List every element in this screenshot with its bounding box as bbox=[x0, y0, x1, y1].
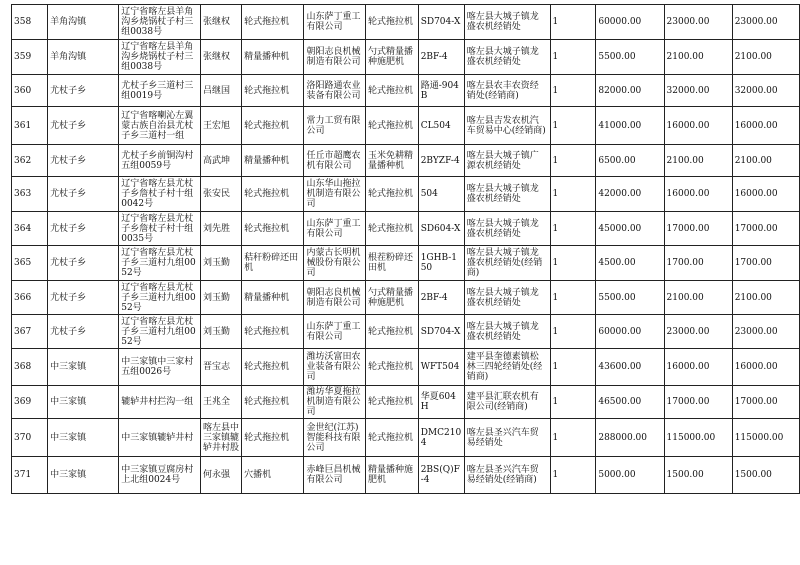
cell-subsidy-total: 17000.00 bbox=[732, 212, 799, 246]
cell-product-name: 勺式精量播种施肥机 bbox=[365, 281, 418, 315]
cell-subsidy-total: 2100.00 bbox=[732, 145, 799, 177]
cell-dealer: 喀左县大城子镇龙盛农机经销处 bbox=[464, 40, 550, 75]
cell-manufacturer: 朝阳志良机械制造有限公司 bbox=[304, 40, 366, 75]
cell-dealer: 喀左县大城子镇龙盛农机经销处 bbox=[464, 177, 550, 212]
subsidy-table-page bbox=[11, 4, 800, 494]
cell-sale-price: 82000.00 bbox=[596, 75, 664, 107]
table-row bbox=[12, 349, 800, 386]
table-row bbox=[12, 281, 800, 315]
cell-product-name: 轮式拖拉机 bbox=[365, 5, 418, 40]
cell-township: 尤杖子乡 bbox=[48, 246, 119, 281]
cell-row-number: 370 bbox=[12, 419, 48, 457]
cell-product-name: 轮式拖拉机 bbox=[365, 177, 418, 212]
cell-address: 辽宁省喀左县羊角沟乡烧锅杖子村三组0038号 bbox=[119, 40, 201, 75]
cell-sale-price: 5000.00 bbox=[596, 457, 664, 494]
cell-subsidy-total: 23000.00 bbox=[732, 315, 799, 349]
cell-address: 辽宁省喀左县尤杖子乡詹杖子村十组0042号 bbox=[119, 177, 201, 212]
cell-quantity: 1 bbox=[550, 457, 596, 494]
cell-address: 辘轳井村拦沟一组 bbox=[119, 386, 201, 419]
table-row bbox=[12, 107, 800, 145]
cell-subsidy-total: 1700.00 bbox=[732, 246, 799, 281]
cell-dealer: 喀左县圣兴汽车贸易经销处(经销商) bbox=[464, 457, 550, 494]
cell-row-number: 365 bbox=[12, 246, 48, 281]
cell-row-number: 366 bbox=[12, 281, 48, 315]
cell-manufacturer: 山东华山拖拉机制造有限公司 bbox=[304, 177, 366, 212]
cell-address: 辽宁省喀喇沁左翼蒙古族自治县尤杖子乡三道村一组 bbox=[119, 107, 201, 145]
cell-manufacturer: 洛阳路通农业装备有限公司 bbox=[304, 75, 366, 107]
cell-row-number: 358 bbox=[12, 5, 48, 40]
cell-row-number: 368 bbox=[12, 349, 48, 386]
cell-dealer: 喀左县大城子镇龙盛农机经销处 bbox=[464, 281, 550, 315]
cell-manufacturer: 赤峰巨昌机械有限公司 bbox=[304, 457, 366, 494]
cell-township: 尤杖子乡 bbox=[48, 315, 119, 349]
cell-quantity: 1 bbox=[550, 246, 596, 281]
cell-sale-price: 45000.00 bbox=[596, 212, 664, 246]
cell-dealer: 喀左县吉发农机汽车贸易中心(经销商) bbox=[464, 107, 550, 145]
cell-manufacturer: 任丘市超鹰农机有限公司 bbox=[304, 145, 366, 177]
cell-model-number: DMC2104 bbox=[418, 419, 464, 457]
cell-dealer: 喀左县大城子镇广源农机经销处 bbox=[464, 145, 550, 177]
cell-manufacturer: 山东萨丁重工有限公司 bbox=[304, 5, 366, 40]
cell-dealer: 喀左县大城子镇龙盛农机经销处(经销商) bbox=[464, 246, 550, 281]
cell-subsidy-total: 16000.00 bbox=[732, 107, 799, 145]
cell-product-name: 轮式拖拉机 bbox=[365, 212, 418, 246]
cell-quantity: 1 bbox=[550, 349, 596, 386]
cell-township: 尤杖子乡 bbox=[48, 212, 119, 246]
cell-owner-name: 张继权 bbox=[200, 40, 241, 75]
cell-sale-price: 288000.00 bbox=[596, 419, 664, 457]
cell-township: 中三家镇 bbox=[48, 349, 119, 386]
cell-address: 辽宁省喀左县尤杖子乡詹杖子村十组0035号 bbox=[119, 212, 201, 246]
cell-owner-name: 张继权 bbox=[200, 5, 241, 40]
table-row bbox=[12, 177, 800, 212]
cell-township: 尤杖子乡 bbox=[48, 107, 119, 145]
cell-subsidy-amount: 1700.00 bbox=[664, 246, 732, 281]
cell-subsidy-amount: 2100.00 bbox=[664, 145, 732, 177]
cell-model-number: 2BYZF-4 bbox=[418, 145, 464, 177]
cell-model-number: 路通-904B bbox=[418, 75, 464, 107]
cell-sale-price: 5500.00 bbox=[596, 40, 664, 75]
cell-subsidy-total: 2100.00 bbox=[732, 40, 799, 75]
table-row bbox=[12, 246, 800, 281]
cell-quantity: 1 bbox=[550, 40, 596, 75]
table-row bbox=[12, 5, 800, 40]
subsidy-table bbox=[11, 4, 800, 494]
cell-dealer: 喀左县大城子镇龙盛农机经销处 bbox=[464, 212, 550, 246]
cell-row-number: 367 bbox=[12, 315, 48, 349]
cell-address: 中三家镇豆腐房村上北组0024号 bbox=[119, 457, 201, 494]
cell-quantity: 1 bbox=[550, 315, 596, 349]
cell-owner-name: 晋宝志 bbox=[200, 349, 241, 386]
cell-machine-category: 精量播种机 bbox=[242, 281, 304, 315]
cell-product-name: 精量播种施肥机 bbox=[365, 457, 418, 494]
table-row bbox=[12, 315, 800, 349]
cell-machine-category: 轮式拖拉机 bbox=[242, 177, 304, 212]
cell-model-number: CL504 bbox=[418, 107, 464, 145]
cell-subsidy-amount: 2100.00 bbox=[664, 281, 732, 315]
cell-product-name: 玉米免耕精量播种机 bbox=[365, 145, 418, 177]
cell-address: 辽宁省喀左县尤杖子乡三道村九组0052号 bbox=[119, 246, 201, 281]
cell-address: 尤杖子乡前铜沟村五组0059号 bbox=[119, 145, 201, 177]
cell-manufacturer: 山东萨丁重工有限公司 bbox=[304, 315, 366, 349]
cell-model-number: 1GHB-150 bbox=[418, 246, 464, 281]
cell-township: 尤杖子乡 bbox=[48, 177, 119, 212]
cell-subsidy-amount: 2100.00 bbox=[664, 40, 732, 75]
cell-dealer: 喀左县大城子镇龙盛农机经销处 bbox=[464, 5, 550, 40]
cell-subsidy-total: 23000.00 bbox=[732, 5, 799, 40]
cell-row-number: 359 bbox=[12, 40, 48, 75]
cell-subsidy-amount: 23000.00 bbox=[664, 5, 732, 40]
cell-row-number: 361 bbox=[12, 107, 48, 145]
cell-model-number: 2BF-4 bbox=[418, 40, 464, 75]
table-row bbox=[12, 457, 800, 494]
cell-subsidy-total: 17000.00 bbox=[732, 386, 799, 419]
table-row bbox=[12, 419, 800, 457]
cell-subsidy-amount: 17000.00 bbox=[664, 212, 732, 246]
cell-product-name: 轮式拖拉机 bbox=[365, 386, 418, 419]
cell-address: 中三家镇辘轳井村 bbox=[119, 419, 201, 457]
cell-sale-price: 42000.00 bbox=[596, 177, 664, 212]
table-row bbox=[12, 145, 800, 177]
cell-sale-price: 43600.00 bbox=[596, 349, 664, 386]
cell-model-number: SD604-X bbox=[418, 212, 464, 246]
cell-owner-name: 张安民 bbox=[200, 177, 241, 212]
cell-dealer: 喀左县大城子镇龙盛农机经销处 bbox=[464, 315, 550, 349]
cell-manufacturer: 山东萨丁重工有限公司 bbox=[304, 212, 366, 246]
cell-subsidy-amount: 16000.00 bbox=[664, 349, 732, 386]
cell-product-name: 勺式精量播种施肥机 bbox=[365, 40, 418, 75]
cell-manufacturer: 常力工贸有限公司 bbox=[304, 107, 366, 145]
cell-sale-price: 5500.00 bbox=[596, 281, 664, 315]
cell-quantity: 1 bbox=[550, 177, 596, 212]
cell-machine-category: 精量播种机 bbox=[242, 145, 304, 177]
cell-row-number: 364 bbox=[12, 212, 48, 246]
cell-owner-name: 吕继国 bbox=[200, 75, 241, 107]
cell-address: 辽宁省喀左县尤杖子乡三道村九组0052号 bbox=[119, 315, 201, 349]
cell-owner-name: 王宏旭 bbox=[200, 107, 241, 145]
cell-township: 中三家镇 bbox=[48, 386, 119, 419]
cell-quantity: 1 bbox=[550, 75, 596, 107]
cell-machine-category: 精量播种机 bbox=[242, 40, 304, 75]
cell-owner-name: 喀左县中三家镇辘轳井村股 bbox=[200, 419, 241, 457]
cell-subsidy-amount: 115000.00 bbox=[664, 419, 732, 457]
cell-machine-category: 轮式拖拉机 bbox=[242, 349, 304, 386]
cell-subsidy-total: 1500.00 bbox=[732, 457, 799, 494]
cell-quantity: 1 bbox=[550, 419, 596, 457]
cell-township: 中三家镇 bbox=[48, 457, 119, 494]
cell-product-name: 轮式拖拉机 bbox=[365, 107, 418, 145]
cell-quantity: 1 bbox=[550, 386, 596, 419]
cell-sale-price: 60000.00 bbox=[596, 315, 664, 349]
cell-model-number: WFT504 bbox=[418, 349, 464, 386]
cell-subsidy-amount: 23000.00 bbox=[664, 315, 732, 349]
cell-manufacturer: 潍坊华夏拖拉机制造有限公司 bbox=[304, 386, 366, 419]
cell-subsidy-total: 115000.00 bbox=[732, 419, 799, 457]
table-row bbox=[12, 75, 800, 107]
cell-quantity: 1 bbox=[550, 5, 596, 40]
cell-owner-name: 刘玉勤 bbox=[200, 246, 241, 281]
table-row bbox=[12, 386, 800, 419]
cell-address: 辽宁省喀左县羊角沟乡烧锅杖子村三组0038号 bbox=[119, 5, 201, 40]
cell-product-name: 根茬粉碎还田机 bbox=[365, 246, 418, 281]
cell-township: 中三家镇 bbox=[48, 419, 119, 457]
cell-subsidy-amount: 16000.00 bbox=[664, 177, 732, 212]
cell-model-number: SD704-X bbox=[418, 5, 464, 40]
cell-dealer: 建平县奎德素镇松林三四轮经销处(经销商) bbox=[464, 349, 550, 386]
cell-model-number: 华夏604H bbox=[418, 386, 464, 419]
cell-dealer: 喀左县农丰农资经销处(经销商) bbox=[464, 75, 550, 107]
cell-township: 羊角沟镇 bbox=[48, 40, 119, 75]
cell-machine-category: 轮式拖拉机 bbox=[242, 5, 304, 40]
cell-township: 尤杖子乡 bbox=[48, 75, 119, 107]
cell-machine-category: 穴播机 bbox=[242, 457, 304, 494]
cell-model-number: SD704-X bbox=[418, 315, 464, 349]
cell-quantity: 1 bbox=[550, 281, 596, 315]
cell-sale-price: 4500.00 bbox=[596, 246, 664, 281]
cell-subsidy-total: 16000.00 bbox=[732, 349, 799, 386]
cell-manufacturer: 内蒙古长明机械股份有限公司 bbox=[304, 246, 366, 281]
cell-dealer: 喀左县圣兴汽车贸易经销处 bbox=[464, 419, 550, 457]
cell-address: 中三家镇中三家村五组0026号 bbox=[119, 349, 201, 386]
cell-sale-price: 41000.00 bbox=[596, 107, 664, 145]
cell-owner-name: 刘玉勤 bbox=[200, 281, 241, 315]
cell-product-name: 轮式拖拉机 bbox=[365, 419, 418, 457]
table-row bbox=[12, 212, 800, 246]
cell-subsidy-total: 16000.00 bbox=[732, 177, 799, 212]
cell-machine-category: 轮式拖拉机 bbox=[242, 107, 304, 145]
cell-product-name: 轮式拖拉机 bbox=[365, 315, 418, 349]
cell-product-name: 轮式拖拉机 bbox=[365, 349, 418, 386]
cell-quantity: 1 bbox=[550, 107, 596, 145]
cell-row-number: 363 bbox=[12, 177, 48, 212]
cell-owner-name: 刘玉勤 bbox=[200, 315, 241, 349]
cell-owner-name: 刘先胜 bbox=[200, 212, 241, 246]
cell-machine-category: 轮式拖拉机 bbox=[242, 75, 304, 107]
cell-model-number: 2BF-4 bbox=[418, 281, 464, 315]
cell-sale-price: 60000.00 bbox=[596, 5, 664, 40]
cell-address: 尤杖子乡三道村三组0019号 bbox=[119, 75, 201, 107]
cell-machine-category: 秸秆粉碎还田机 bbox=[242, 246, 304, 281]
cell-subsidy-amount: 32000.00 bbox=[664, 75, 732, 107]
cell-machine-category: 轮式拖拉机 bbox=[242, 315, 304, 349]
cell-subsidy-total: 32000.00 bbox=[732, 75, 799, 107]
cell-owner-name: 高武坤 bbox=[200, 145, 241, 177]
cell-machine-category: 轮式拖拉机 bbox=[242, 386, 304, 419]
cell-quantity: 1 bbox=[550, 212, 596, 246]
cell-product-name: 轮式拖拉机 bbox=[365, 75, 418, 107]
cell-model-number: 2BS(Q)F-4 bbox=[418, 457, 464, 494]
cell-row-number: 362 bbox=[12, 145, 48, 177]
cell-township: 尤杖子乡 bbox=[48, 145, 119, 177]
cell-machine-category: 轮式拖拉机 bbox=[242, 419, 304, 457]
cell-address: 辽宁省喀左县尤杖子乡三道村九组0052号 bbox=[119, 281, 201, 315]
cell-subsidy-total: 2100.00 bbox=[732, 281, 799, 315]
cell-row-number: 371 bbox=[12, 457, 48, 494]
cell-sale-price: 46500.00 bbox=[596, 386, 664, 419]
cell-sale-price: 6500.00 bbox=[596, 145, 664, 177]
cell-row-number: 360 bbox=[12, 75, 48, 107]
cell-row-number: 369 bbox=[12, 386, 48, 419]
cell-machine-category: 轮式拖拉机 bbox=[242, 212, 304, 246]
cell-subsidy-amount: 16000.00 bbox=[664, 107, 732, 145]
cell-subsidy-amount: 17000.00 bbox=[664, 386, 732, 419]
cell-manufacturer: 朝阳志良机械制造有限公司 bbox=[304, 281, 366, 315]
cell-township: 羊角沟镇 bbox=[48, 5, 119, 40]
cell-manufacturer: 金世纪(江苏)智能科技有限公司 bbox=[304, 419, 366, 457]
cell-subsidy-amount: 1500.00 bbox=[664, 457, 732, 494]
table-body bbox=[12, 5, 800, 494]
cell-model-number: 504 bbox=[418, 177, 464, 212]
cell-owner-name: 何永强 bbox=[200, 457, 241, 494]
cell-quantity: 1 bbox=[550, 145, 596, 177]
cell-township: 尤杖子乡 bbox=[48, 281, 119, 315]
cell-owner-name: 王兆全 bbox=[200, 386, 241, 419]
table-row bbox=[12, 40, 800, 75]
cell-dealer: 建平县汇联农机有限公司(经销商) bbox=[464, 386, 550, 419]
cell-manufacturer: 潍坊沃富田农业装备有限公司 bbox=[304, 349, 366, 386]
